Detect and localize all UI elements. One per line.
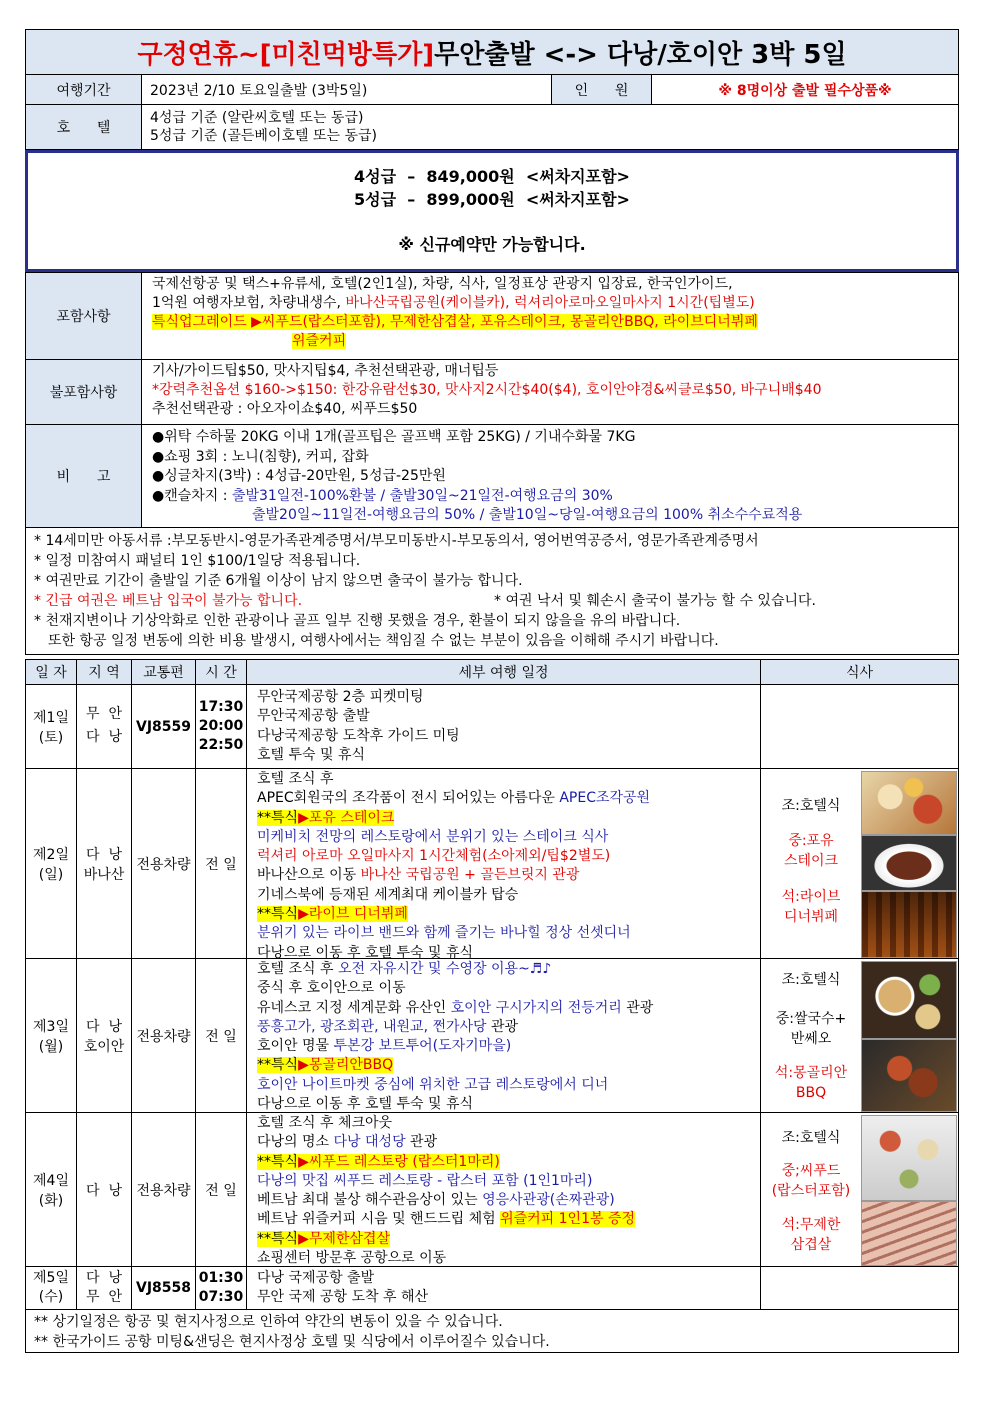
- title-highlight: 구정연휴~[미친먹방특가]: [137, 39, 435, 70]
- note-line: * 천재지변이나 기상악화로 인한 관광이나 골프 일부 진행 못했을 경우, 환불이 되지 않을을 유의 바랍니다.: [34, 613, 681, 629]
- col-header-time: 시 간: [195, 659, 247, 685]
- day3-transport: 전용차량: [131, 958, 196, 1113]
- meal-dinner: 석:몽골리안 BBQ: [774, 1065, 848, 1101]
- day1-region: 무 안 다 낭: [76, 684, 132, 769]
- meal-dinner: 석:무제한 삼겹살: [781, 1217, 841, 1253]
- meal-breakfast: 조:호텔식: [781, 1130, 841, 1146]
- hotel-label: 호 텔: [25, 104, 142, 150]
- day2-time: 전 일: [195, 768, 247, 959]
- price-5star: 5성급 – 899,000원 <써차지포함>: [354, 190, 630, 209]
- day1-times: 17:30 20:00 22:50: [195, 684, 247, 769]
- day5-meal: [760, 1266, 959, 1310]
- day4-time: 전 일: [195, 1112, 247, 1267]
- includes-special-line: 위즐커피: [292, 333, 347, 349]
- col-header-transport: 교통편: [131, 659, 196, 685]
- day2-meal: [760, 768, 959, 959]
- hotel-value: [141, 104, 959, 150]
- day5-region: 다 낭 무 안: [76, 1266, 132, 1310]
- price-note: ※ 신규예약만 가능합니다.: [398, 235, 586, 254]
- day4-meal: [760, 1112, 959, 1267]
- people-label: 인 원: [551, 74, 652, 105]
- meal-breakfast: 조:호텔식: [781, 798, 841, 814]
- day1-date: 제1일 (토): [25, 684, 77, 769]
- col-header-detail: 세부 여행 일정: [246, 659, 761, 685]
- meal-lunch: 중:쌀국수+ 반쎄오: [775, 1011, 847, 1047]
- bbq-photo: [861, 1039, 957, 1112]
- day4-transport: 전용차량: [131, 1112, 196, 1267]
- meal-lunch: 중;씨푸드 (랍스터포함): [771, 1163, 851, 1199]
- notes-box: [25, 527, 959, 655]
- price-4star: 4성급 – 849,000원 <써차지포함>: [354, 167, 630, 186]
- excludes-line: 추천선택관광 : 아오자이쇼$40, 씨푸드$50: [152, 401, 418, 417]
- remarks-value: [141, 424, 959, 528]
- day2-transport: 전용차량: [131, 768, 196, 959]
- day5-detail: 다낭 국제공항 출발 무안 국제 공항 도착 후 해산: [246, 1266, 761, 1310]
- includes-value: [141, 272, 959, 360]
- includes-line: 국제선항공 및 택스+유류세, 호텔(2인1실), 차량, 식사, 일정표상 관광지 입장료, 한국인가이드,: [152, 276, 733, 292]
- note-line: * 긴급 여권은 베트남 입국이 불가능 합니다. * 여권 낙서 및 훼손시 출국이 불가능 할 수 있습니다.: [34, 593, 816, 609]
- day3-time: 전 일: [195, 958, 247, 1113]
- day1-detail: 무안국제공항 2층 피켓미팅 무안국제공항 출발 다낭국제공항 도착후 가이드 미팅 호텔 투숙 및 휴식: [246, 684, 761, 769]
- day5-flight: VJ8558: [131, 1266, 196, 1310]
- col-header-region: 지 역: [76, 659, 132, 685]
- day2-date: 제2일 (일): [25, 768, 77, 959]
- remarks-cancel-line: 출발20일~11일전-여행요금의 50% / 출발10일~당일-여행요금의 100% 취소수수료적용: [252, 507, 803, 523]
- footer-note: ** 한국가이드 공항 미팅&샌딩은 현지사정상 호텔 및 식당에서 이루어질수 있습니다.: [34, 1334, 550, 1350]
- day2-detail: 호텔 조식 후 APEC회원국의 조각품이 전시 되어있는 아름다운 APEC조각공원 **특식▶포유 스테이크 미케비치 전망의 레스토랑에서 분위기 있는 스테이크 식사 럭셔리 아로마 오일마사지 1시간체험(소아제외/팁$2별도) 바나산으로 이동 바나산 국립공원 + 골든브릿지 관광 기네스북에 등재된 세계최대 케이블카 탑승 **특식▶라이브 디너뷔페 분위기 있는 라이브 밴드와 함께 즐기는 바나힐 정상 선셋디너 다낭으로 이동 후 호텔 투숙 및 휴식: [246, 768, 761, 959]
- meal-dinner: 석:라이브 디너뷔페: [781, 889, 841, 925]
- day3-region: 다 낭 호이안: [76, 958, 132, 1113]
- day5-times: 01:30 07:30: [195, 1266, 247, 1310]
- excludes-label: 불포함사항: [25, 359, 142, 425]
- seafood-photo: [861, 1115, 957, 1201]
- col-header-meal: 식사: [760, 659, 959, 685]
- day1-meal: [760, 684, 959, 769]
- note-line: * 14세미만 아동서류 :부모동반시-영문가족관계증명서/부모미동반시-부모동의서, 영어번역공증서, 영문가족관계증명서: [34, 533, 759, 549]
- excludes-value: [141, 359, 959, 425]
- note-line: * 여권만료 기간이 출발일 기준 6개월 이상이 남지 않으면 출국이 불가능 합니다.: [34, 573, 523, 589]
- includes-special-line: 특식업그레이드 ▶씨푸드(랍스터포함), 무제한삼겹살, 포유스테이크, 몽골리안BBQ, 라이브디너뷔페: [152, 314, 758, 330]
- includes-line: 1억원 여행자보험, 차량내생수, 바나산국립공원(케이블카), 럭셔리아로마오일마사지 1시간(팁별도): [152, 295, 755, 311]
- excludes-option-line: *강력추천옵션 $160->$150: 한강유람선$30, 맛사지2시간$40($4), 호이안야경&씨클로$50, 바구니배$40: [152, 382, 822, 398]
- steak-photo: [861, 835, 957, 891]
- remarks-line: ●위탁 수하물 20KG 이내 1개(골프팁은 골프백 포함 25KG) / 기내수화물 7KG: [152, 429, 636, 445]
- day1-flight: VJ8559: [131, 684, 196, 769]
- day4-region: 다 낭: [76, 1112, 132, 1267]
- price-box: [25, 150, 959, 272]
- hotel-4star: 4성급 기준 (알란씨호텔 또는 동급): [150, 110, 364, 126]
- food-photo: [861, 771, 957, 835]
- col-header-day: 일 자: [25, 659, 77, 685]
- remarks-line: ●싱글차지(3박) : 4성급-20만원, 5성급-25만원: [152, 468, 446, 484]
- remarks-line: ●쇼핑 3회 : 노니(침향), 커피, 잡화: [152, 448, 369, 465]
- note-line: * 일정 미참여시 패널티 1인 $100/1일당 적용됩니다.: [34, 553, 361, 569]
- includes-label: 포함사항: [25, 272, 142, 360]
- day3-detail: 호텔 조식 후 오전 자유시간 및 수영장 이용~♬♪ 중식 후 호이안으로 이동 유네스코 지정 세계문화 유산인 호이안 구시가지의 전등거리 관광 풍흥고가, 광조회관, 내원교, 쩐가사당 관광 호이안 명물 투본강 보트투어(도자기마을) **특식▶몽골리안BBQ 호이안 나이트마켓 중심에 위치한 고급 레스토랑에서 디너 다낭으로 이동 후 호텔 투숙 및 휴식: [246, 958, 761, 1113]
- period-value: 2023년 2/10 토요일출발 (3박5일): [141, 74, 552, 105]
- min-people-notice: ※ 8명이상 출발 필수상품※: [651, 74, 959, 105]
- pho-photo: [861, 961, 957, 1039]
- meal-breakfast: 조:호텔식: [781, 972, 841, 988]
- footer-note: ** 상기일정은 항공 및 현지사정으로 인하여 약간의 변동이 있을 수 있습니다.: [34, 1314, 503, 1330]
- day4-date: 제4일 (화): [25, 1112, 77, 1267]
- meal-lunch: 중:포유 스테이크: [783, 833, 839, 869]
- note-line: 또한 항공 일정 변동에 의한 비용 발생시, 여행사에서는 책임질 수 없는 부분이 있음을 이해해 주시기 바랍니다.: [48, 633, 719, 649]
- pork-belly-photo: [861, 1201, 957, 1266]
- day2-region: 다 낭 바나산: [76, 768, 132, 959]
- schedule-footer: [25, 1309, 959, 1353]
- period-label: 여행기간: [25, 74, 142, 105]
- day3-meal: [760, 958, 959, 1113]
- hotel-5star: 5성급 기준 (골든베이호텔 또는 동급): [150, 128, 377, 144]
- day3-date: 제3일 (월): [25, 958, 77, 1113]
- day4-detail: 호텔 조식 후 체크아웃 다낭의 명소 다낭 대성당 관광 **특식▶씨푸드 레스토랑 (랍스터1마리) 다낭의 맛집 씨푸드 레스토랑 - 랍스터 포함 (1인1마리) 베트남 최대 불상 해수관음상이 있는 영응사관광(손짜관광) 베트남 위즐커피 시음 및 핸드드립 체험 위즐커피 1인1봉 증정 **특식▶무제한삼겹살 쇼핑센터 방문후 공항으로 이동: [246, 1112, 761, 1267]
- day5-date: 제5일 (수): [25, 1266, 77, 1310]
- buffet-hall-photo: [861, 891, 957, 958]
- excludes-line: 기사/가이드팁$50, 맛사지팁$4, 추천선택관광, 매너팁등: [152, 363, 499, 379]
- title-bar: [25, 29, 959, 75]
- title-route: 무안출발 <-> 다낭/호이안 3박 5일: [434, 39, 847, 70]
- remarks-label: 비 고: [25, 424, 142, 528]
- remarks-cancel-line: ●캔슬차지 : 출발31일전-100%환불 / 출발30일~21일전-여행요금의 30%: [152, 487, 613, 504]
